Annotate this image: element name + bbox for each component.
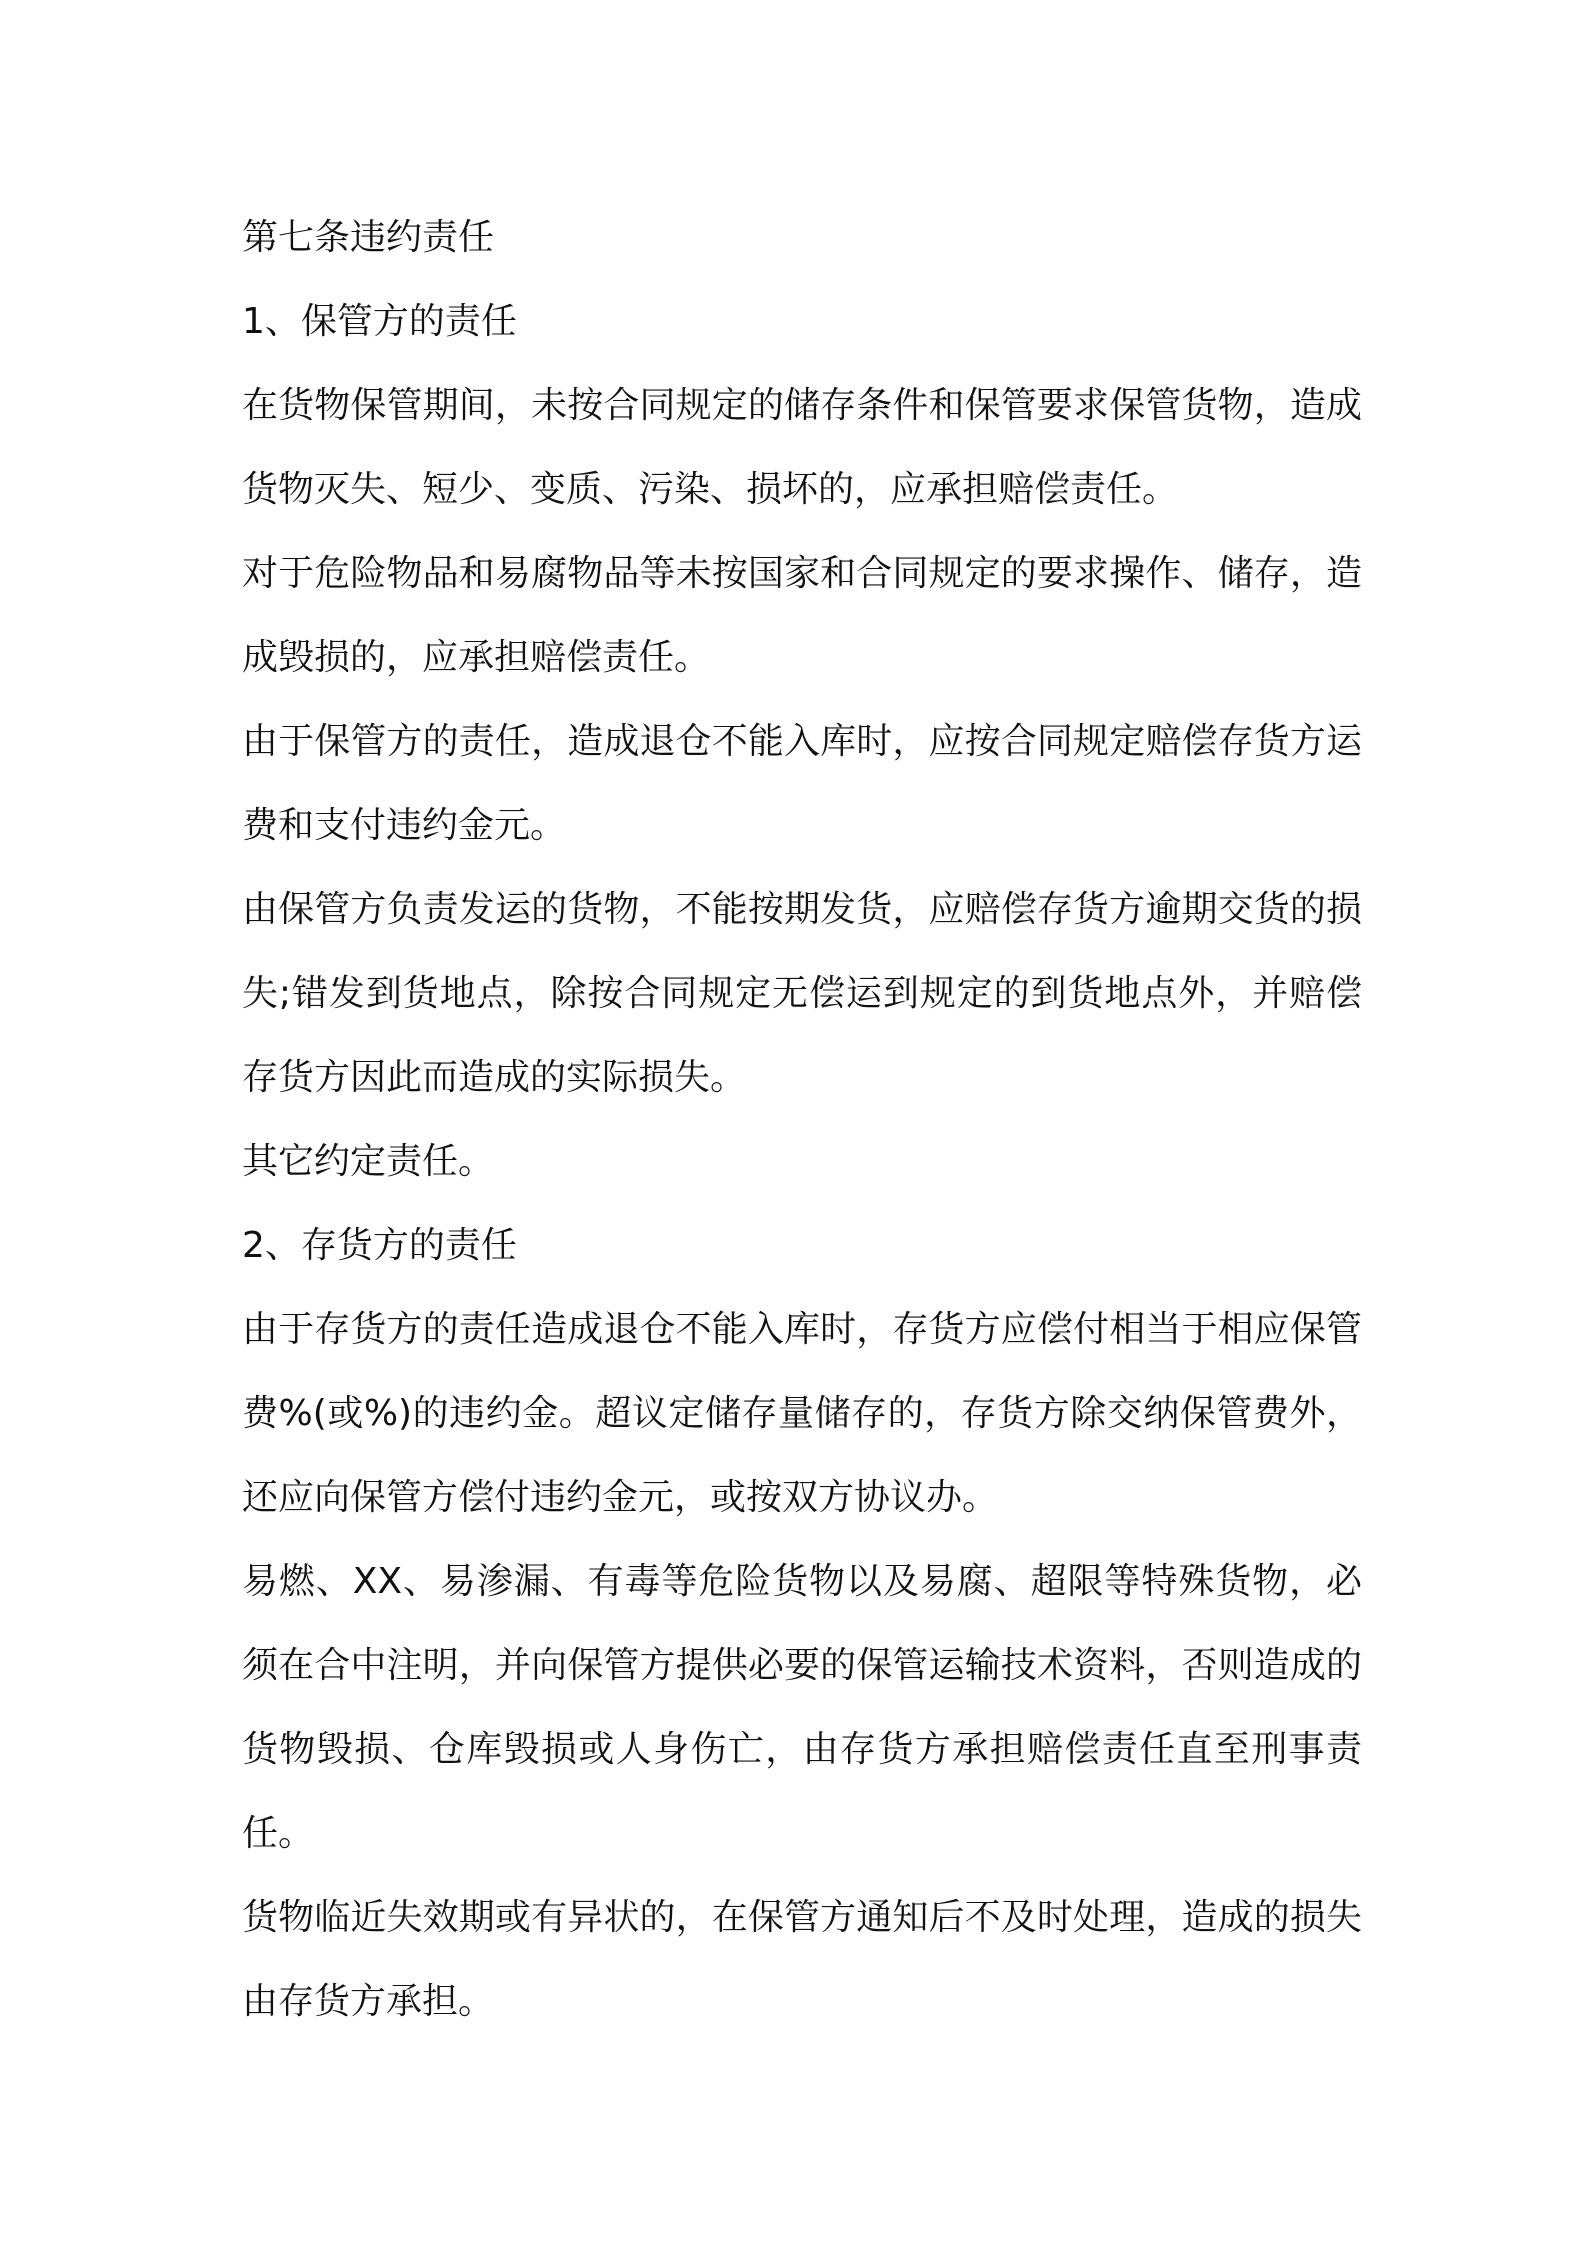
subsection-heading: 1、保管方的责任	[242, 301, 517, 342]
body-paragraph: 其它约定责任。	[242, 1141, 495, 1182]
body-paragraph: 由于保管方的责任，造成退仓不能入库时，应按合同规定赔偿存货方运费和支付违约金元。	[242, 721, 1362, 846]
body-paragraph: 由于存货方的责任造成退仓不能入库时，存货方应偿付相当于相应保管费%(或%)的违约金。超议定储存量储存的，存货方除交纳保管费外，还应向保管方偿付违约金元，或按双方协议办。	[242, 1309, 1362, 1518]
body-paragraph: 在货物保管期间，未按合同规定的储存条件和保管要求保管货物，造成货物灭失、短少、变质、污染、损坏的，应承担赔偿责任。	[242, 385, 1362, 510]
section-heading: 第七条违约责任	[242, 217, 495, 258]
document-page	[242, 196, 1362, 2044]
body-paragraph: 由保管方负责发运的货物，不能按期发货，应赔偿存货方逾期交货的损失;错发到货地点，除按合同规定无偿运到规定的到货地点外，并赔偿存货方因此而造成的实际损失。	[242, 889, 1362, 1098]
body-paragraph: 货物临近失效期或有异状的，在保管方通知后不及时处理，造成的损失由存货方承担。	[242, 1897, 1362, 2022]
subsection-heading: 2、存货方的责任	[242, 1225, 517, 1266]
body-paragraph: 对于危险物品和易腐物品等未按国家和合同规定的要求操作、储存，造成毁损的，应承担赔偿责任。	[242, 553, 1362, 678]
body-paragraph: 易燃、XX、易渗漏、有毒等危险货物以及易腐、超限等特殊货物，必须在合中注明，并向保管方提供必要的保管运输技术资料，否则造成的货物毁损、仓库毁损或人身伤亡，由存货方承担赔偿责任直至刑事责任。	[242, 1561, 1362, 1854]
